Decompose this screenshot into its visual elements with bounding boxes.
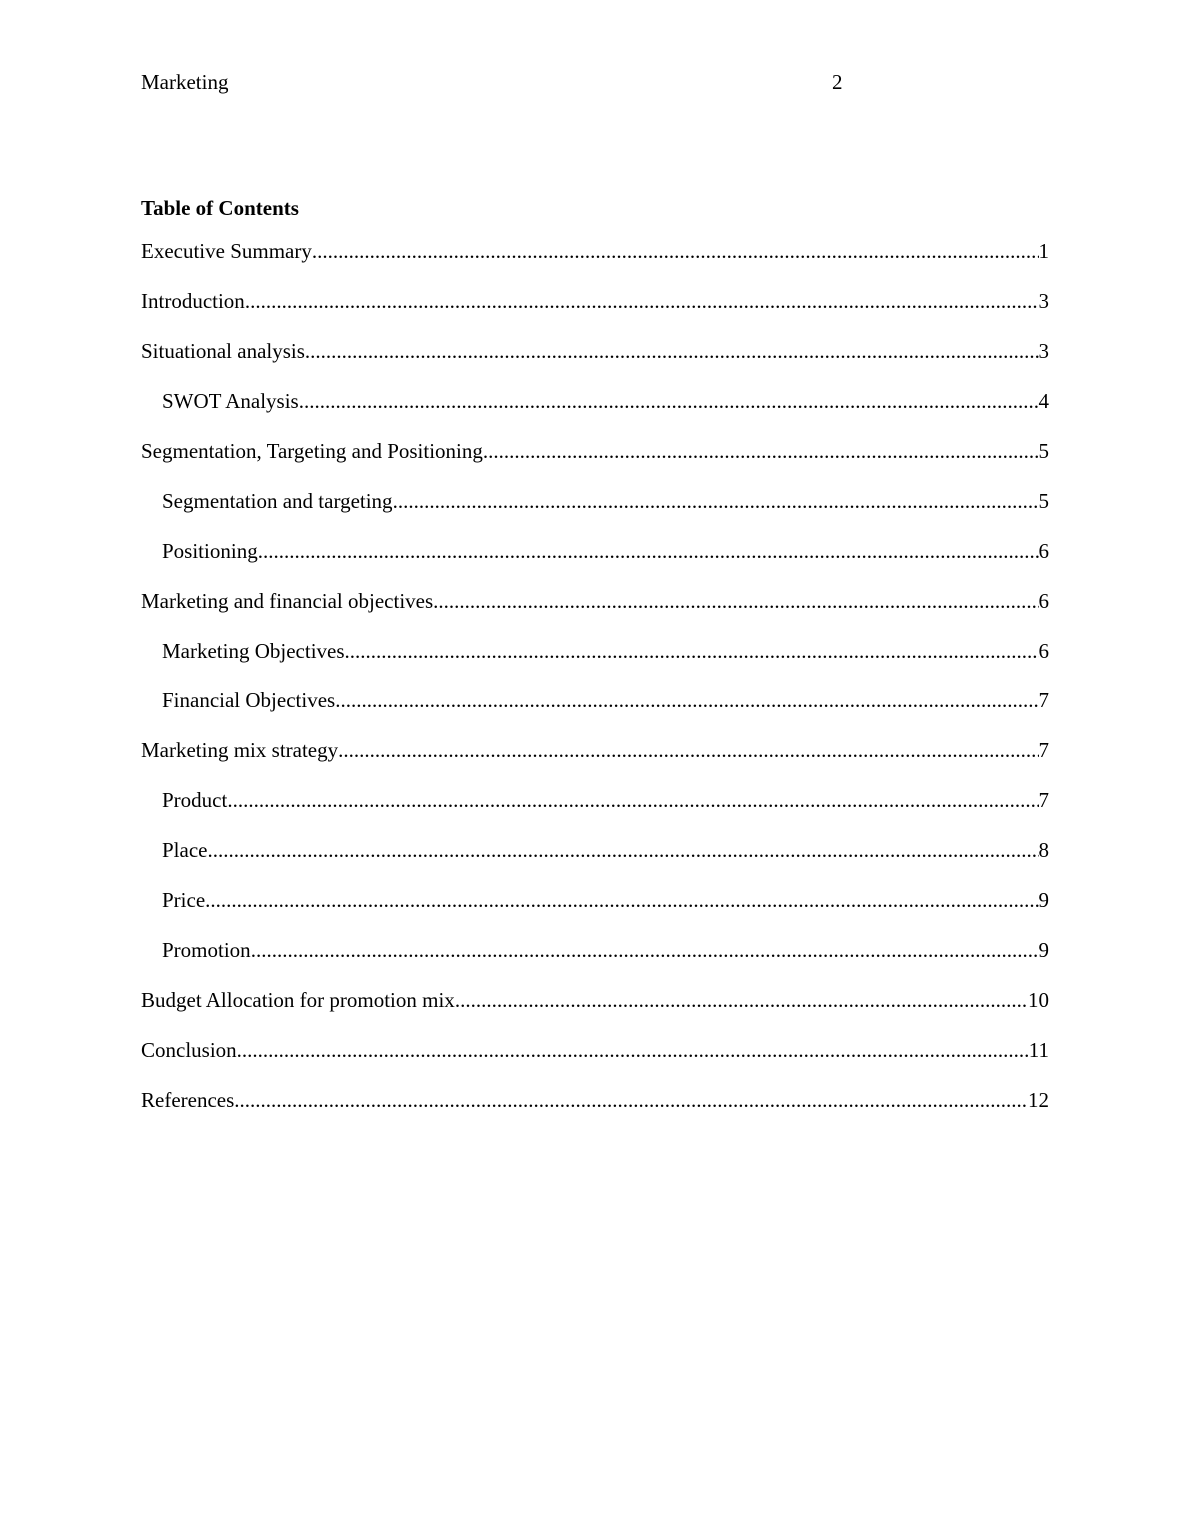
toc-entry-segmentation-targeting-positioning[interactable] xyxy=(141,436,1049,486)
toc-entry-label: Positioning xyxy=(162,538,258,563)
toc-entry-label: References xyxy=(141,1087,235,1112)
dot-leader xyxy=(345,636,1039,666)
toc-entry-marketing-mix-strategy[interactable] xyxy=(141,735,1049,785)
dot-leader xyxy=(312,236,1039,266)
toc-entry-introduction[interactable] xyxy=(141,286,1049,336)
toc-entry-label: Marketing Objectives xyxy=(162,638,345,663)
toc-entry-page: 5 xyxy=(1038,438,1049,463)
toc-entry-page: 3 xyxy=(1038,338,1049,363)
toc-entry-page: 1 xyxy=(1038,239,1049,263)
toc-entry-page: 4 xyxy=(1038,388,1049,413)
toc-entry-positioning[interactable] xyxy=(141,536,1049,586)
toc-entry-label: Place xyxy=(162,838,208,863)
dot-leader xyxy=(433,586,1038,616)
toc-entry-page: 6 xyxy=(1038,588,1049,613)
toc-entry-label: SWOT Analysis xyxy=(162,388,299,413)
toc-entry-label: Introduction xyxy=(141,288,245,313)
toc-entry-page: 11 xyxy=(1028,1038,1049,1062)
dot-leader xyxy=(455,985,1028,1015)
toc-entry-budget-allocation[interactable] xyxy=(141,985,1049,1035)
toc-entry-page: 7 xyxy=(1038,738,1049,763)
dot-leader xyxy=(483,436,1039,466)
toc-entry-label: Executive Summary xyxy=(141,239,312,263)
toc-entry-page: 8 xyxy=(1038,838,1049,863)
dot-leader xyxy=(335,685,1038,715)
toc-entry-swot-analysis[interactable] xyxy=(141,386,1049,436)
toc-entry-page: 7 xyxy=(1038,788,1049,813)
dot-leader xyxy=(234,1085,1028,1115)
dot-leader xyxy=(227,785,1038,815)
toc-entry-conclusion[interactable] xyxy=(141,1035,1049,1085)
toc-entry-marketing-and-financial-objectives[interactable] xyxy=(141,586,1049,636)
toc-entry-label: Conclusion xyxy=(141,1038,237,1062)
toc-entry-financial-objectives[interactable] xyxy=(141,685,1049,735)
toc-entry-executive-summary[interactable] xyxy=(141,236,1049,286)
page-header xyxy=(141,70,849,98)
dot-leader xyxy=(245,286,1039,316)
dot-leader xyxy=(237,1035,1029,1065)
dot-leader xyxy=(393,486,1039,516)
toc-entry-page: 3 xyxy=(1038,288,1049,313)
dot-leader xyxy=(251,935,1039,965)
header-title: Marketing xyxy=(141,70,229,94)
toc-entry-page: 12 xyxy=(1028,1087,1049,1112)
dot-leader xyxy=(338,735,1038,765)
toc-entry-label: Marketing and financial objectives xyxy=(141,588,434,613)
toc-entry-label: Budget Allocation for promotion mix xyxy=(141,988,455,1013)
toc-entry-label: Marketing mix strategy xyxy=(141,738,339,763)
toc-entry-page: 6 xyxy=(1038,638,1049,663)
toc-entry-price[interactable] xyxy=(141,885,1049,935)
dot-leader xyxy=(205,885,1038,915)
dot-leader xyxy=(258,536,1039,566)
toc-entry-label: Product xyxy=(162,788,228,813)
toc-entry-label: Segmentation and targeting xyxy=(162,488,393,513)
toc-entry-segmentation-and-targeting[interactable] xyxy=(141,486,1049,536)
toc-entry-place[interactable] xyxy=(141,835,1049,885)
dot-leader xyxy=(305,336,1039,366)
toc-heading: Table of Contents xyxy=(141,196,299,220)
toc-entry-label: Financial Objectives xyxy=(162,688,336,713)
toc-entry-page: 7 xyxy=(1038,688,1049,713)
toc-entry-label: Situational analysis xyxy=(141,338,305,363)
toc-entry-label: Promotion xyxy=(162,938,251,963)
toc-entry-page: 9 xyxy=(1038,888,1049,913)
dot-leader xyxy=(207,835,1038,865)
toc-entry-page: 6 xyxy=(1038,538,1049,563)
toc-entry-situational-analysis[interactable] xyxy=(141,336,1049,386)
toc-entry-page: 9 xyxy=(1038,938,1049,963)
toc-entry-label: Segmentation, Targeting and Positioning xyxy=(141,438,483,463)
dot-leader xyxy=(299,386,1039,416)
toc-entry-references[interactable] xyxy=(141,1085,1049,1135)
toc-entry-page: 10 xyxy=(1028,988,1049,1013)
toc-list xyxy=(141,236,1049,1135)
page-number: 2 xyxy=(832,70,843,94)
toc-entry-product[interactable] xyxy=(141,785,1049,835)
toc-entry-label: Price xyxy=(162,888,206,913)
toc-entry-page: 5 xyxy=(1038,488,1049,513)
toc-entry-promotion[interactable] xyxy=(141,935,1049,985)
toc-entry-marketing-objectives[interactable] xyxy=(141,636,1049,686)
